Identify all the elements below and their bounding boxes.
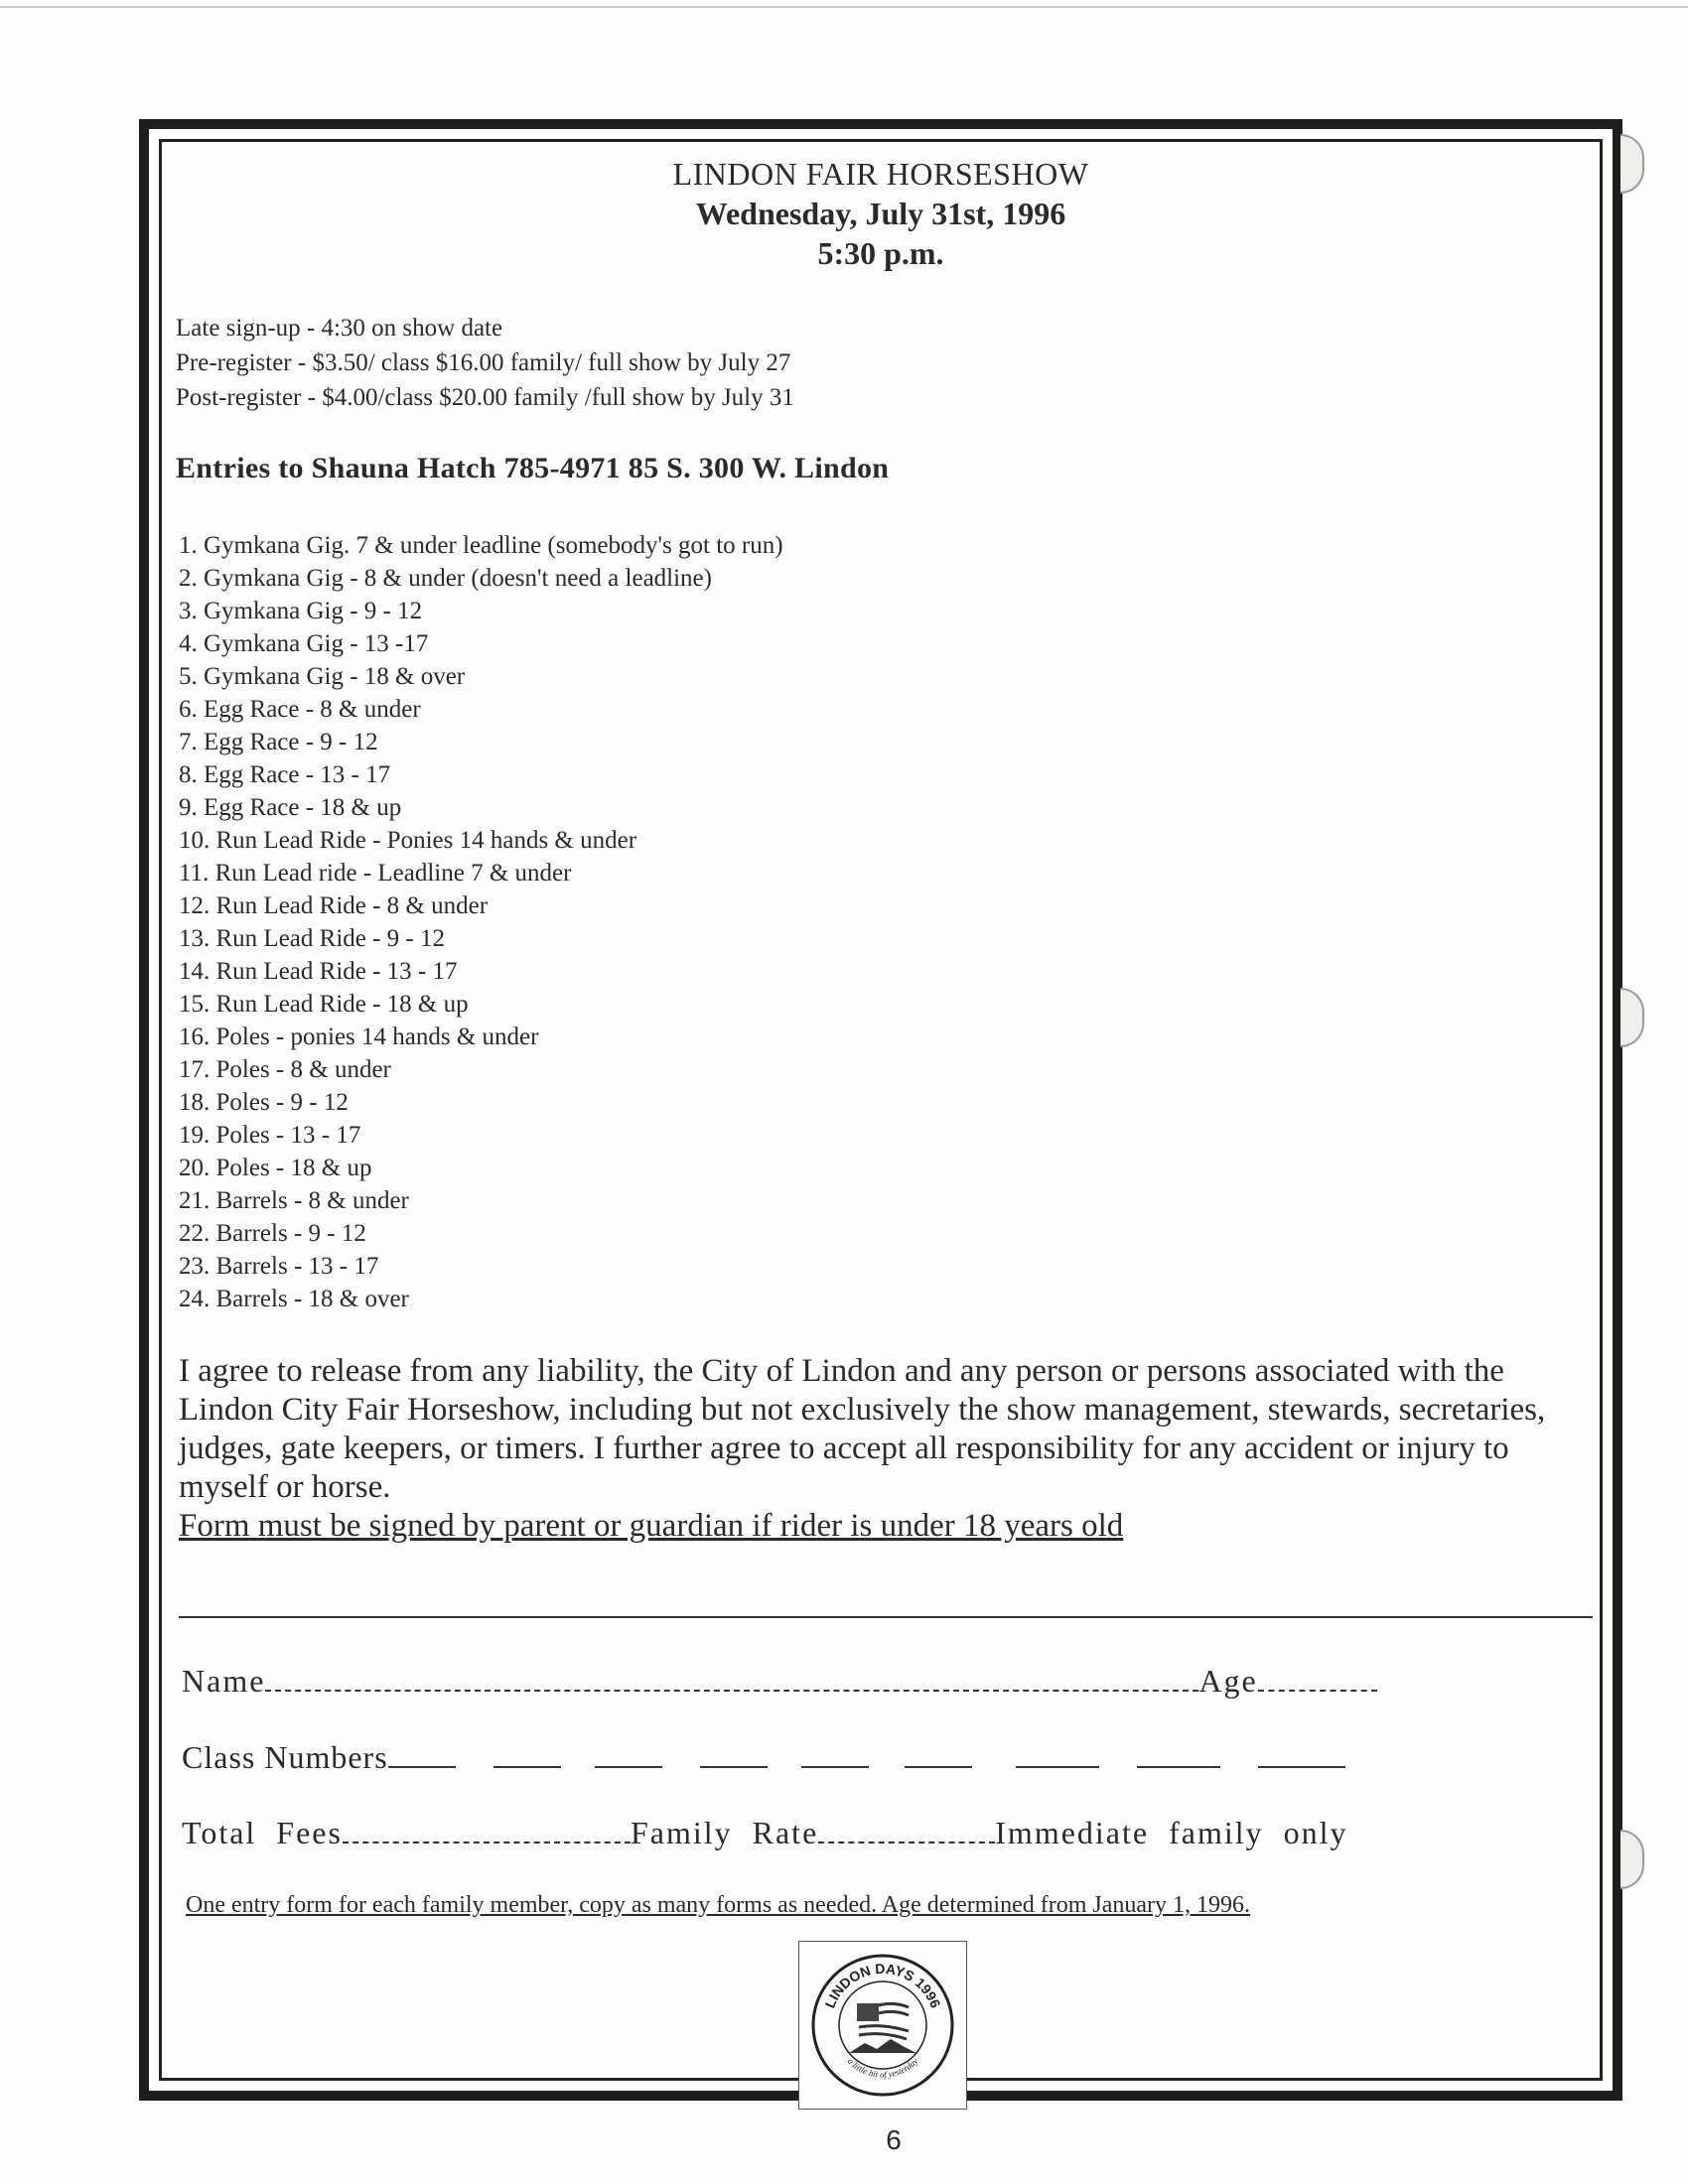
binder-ring-icon [1620,988,1644,1047]
class-numbers-row [182,1739,1345,1776]
list-item: 17. Poles - 8 & under [179,1056,391,1083]
family-rate-field[interactable] [818,1842,995,1843]
post-register: Post-register - $4.00/class $20.00 family /full show by July 31 [176,384,794,411]
age-field[interactable] [1258,1690,1377,1692]
list-item: 19. Poles - 13 - 17 [179,1122,361,1149]
class-number-field[interactable] [700,1766,768,1768]
entry-form-note: One entry form for each family member, copy as many forms as needed. Age determined from January 1, 1996. [186,1892,1251,1918]
list-item: 6. Egg Race - 8 & under [179,696,421,723]
lindon-days-logo [798,1941,967,2110]
fees-row [182,1815,1348,1851]
binder-ring-icon [1620,134,1644,194]
list-item: 22. Barrels - 9 - 12 [179,1220,366,1247]
list-item: 3. Gymkana Gig - 9 - 12 [179,598,423,624]
list-item: 14. Run Lead Ride - 13 - 17 [179,958,458,985]
list-item: 13. Run Lead Ride - 9 - 12 [179,925,446,952]
divider [179,1616,1593,1618]
list-item: 5. Gymkana Gig - 18 & over [179,663,466,690]
list-item: 9. Egg Race - 18 & up [179,794,402,821]
name-age-row [182,1663,1377,1700]
flag-icon [857,2003,909,2039]
logo-bottom-text: a little bit of yesterday [845,2056,920,2080]
family-note: Immediate family only [995,1815,1348,1850]
pre-register: Pre-register - $3.50/ class $16.00 family/ full show by July 27 [176,349,791,376]
logo-top-text: LINDON DAYS 1996 [821,1960,944,2010]
age-label: Age [1198,1663,1258,1699]
list-item: 10. Run Lead Ride - Ponies 14 hands & under [179,827,637,854]
agreement-text: I agree to release from any liability, the City of Lindon and any person or persons associated with the Lindon City Fair Horseshow, including but not exclusively the show management, stewards, secretaries, judges, gate keepers, or timers. I further agree to accept all responsibility for any accident or injury to myself or horse. [179,1353,1546,1505]
class-number-field[interactable] [595,1766,662,1768]
list-item: 4. Gymkana Gig - 13 -17 [179,630,429,657]
family-rate-label: Family Rate [630,1815,819,1850]
mountain-icon [849,2039,916,2053]
list-item: 16. Poles - ponies 14 hands & under [179,1024,539,1050]
binder-ring-icon [1620,1830,1644,1889]
list-item: 2. Gymkana Gig - 8 & under (doesn't need a leadline) [179,565,712,592]
name-field[interactable] [265,1690,1198,1692]
title-time: 5:30 p.m. [817,235,944,271]
class-number-field[interactable] [1016,1766,1099,1768]
class-number-field[interactable] [905,1766,972,1768]
entries-contact: Entries to Shauna Hatch 785-4971 85 S. 300 W. Lindon [176,452,890,484]
list-item: 21. Barrels - 8 & under [179,1187,409,1214]
class-number-field[interactable] [1258,1766,1345,1768]
total-fees-label: Total Fees [182,1815,343,1850]
list-item: 23. Barrels - 13 - 17 [179,1253,379,1280]
page-title [159,154,1603,273]
list-item: 20. Poles - 18 & up [179,1155,372,1181]
list-item: 8. Egg Race - 13 - 17 [179,761,391,788]
guardian-note: Form must be signed by parent or guardian if rider is under 18 years old [179,1508,1124,1544]
list-item: 24. Barrels - 18 & over [179,1286,409,1312]
list-item: 7. Egg Race - 9 - 12 [179,729,378,755]
class-number-field[interactable] [388,1766,456,1768]
class-number-field[interactable] [493,1766,561,1768]
list-item: 1. Gymkana Gig. 7 & under leadline (somebody's got to run) [179,532,783,559]
scan-edge-line [0,6,1688,8]
list-item: 12. Run Lead Ride - 8 & under [179,892,489,919]
title-date: Wednesday, July 31st, 1996 [695,196,1066,231]
class-number-field[interactable] [801,1766,869,1768]
class-number-field[interactable] [1137,1766,1220,1768]
total-fees-field[interactable] [343,1842,631,1843]
name-label: Name [182,1663,266,1699]
class-numbers-label: Class Numbers [182,1739,388,1775]
late-signup: Late sign-up - 4:30 on show date [176,315,503,341]
list-item: 11. Run Lead ride - Leadline 7 & under [179,860,572,887]
page-number: 6 [886,2124,902,2155]
class-list [179,529,783,1315]
title-event: LINDON FAIR HORSESHOW [672,156,1089,192]
list-item: 18. Poles - 9 - 12 [179,1089,349,1116]
registration-info [176,311,794,415]
liability-agreement [179,1352,1569,1546]
list-item: 15. Run Lead Ride - 18 & up [179,991,469,1018]
